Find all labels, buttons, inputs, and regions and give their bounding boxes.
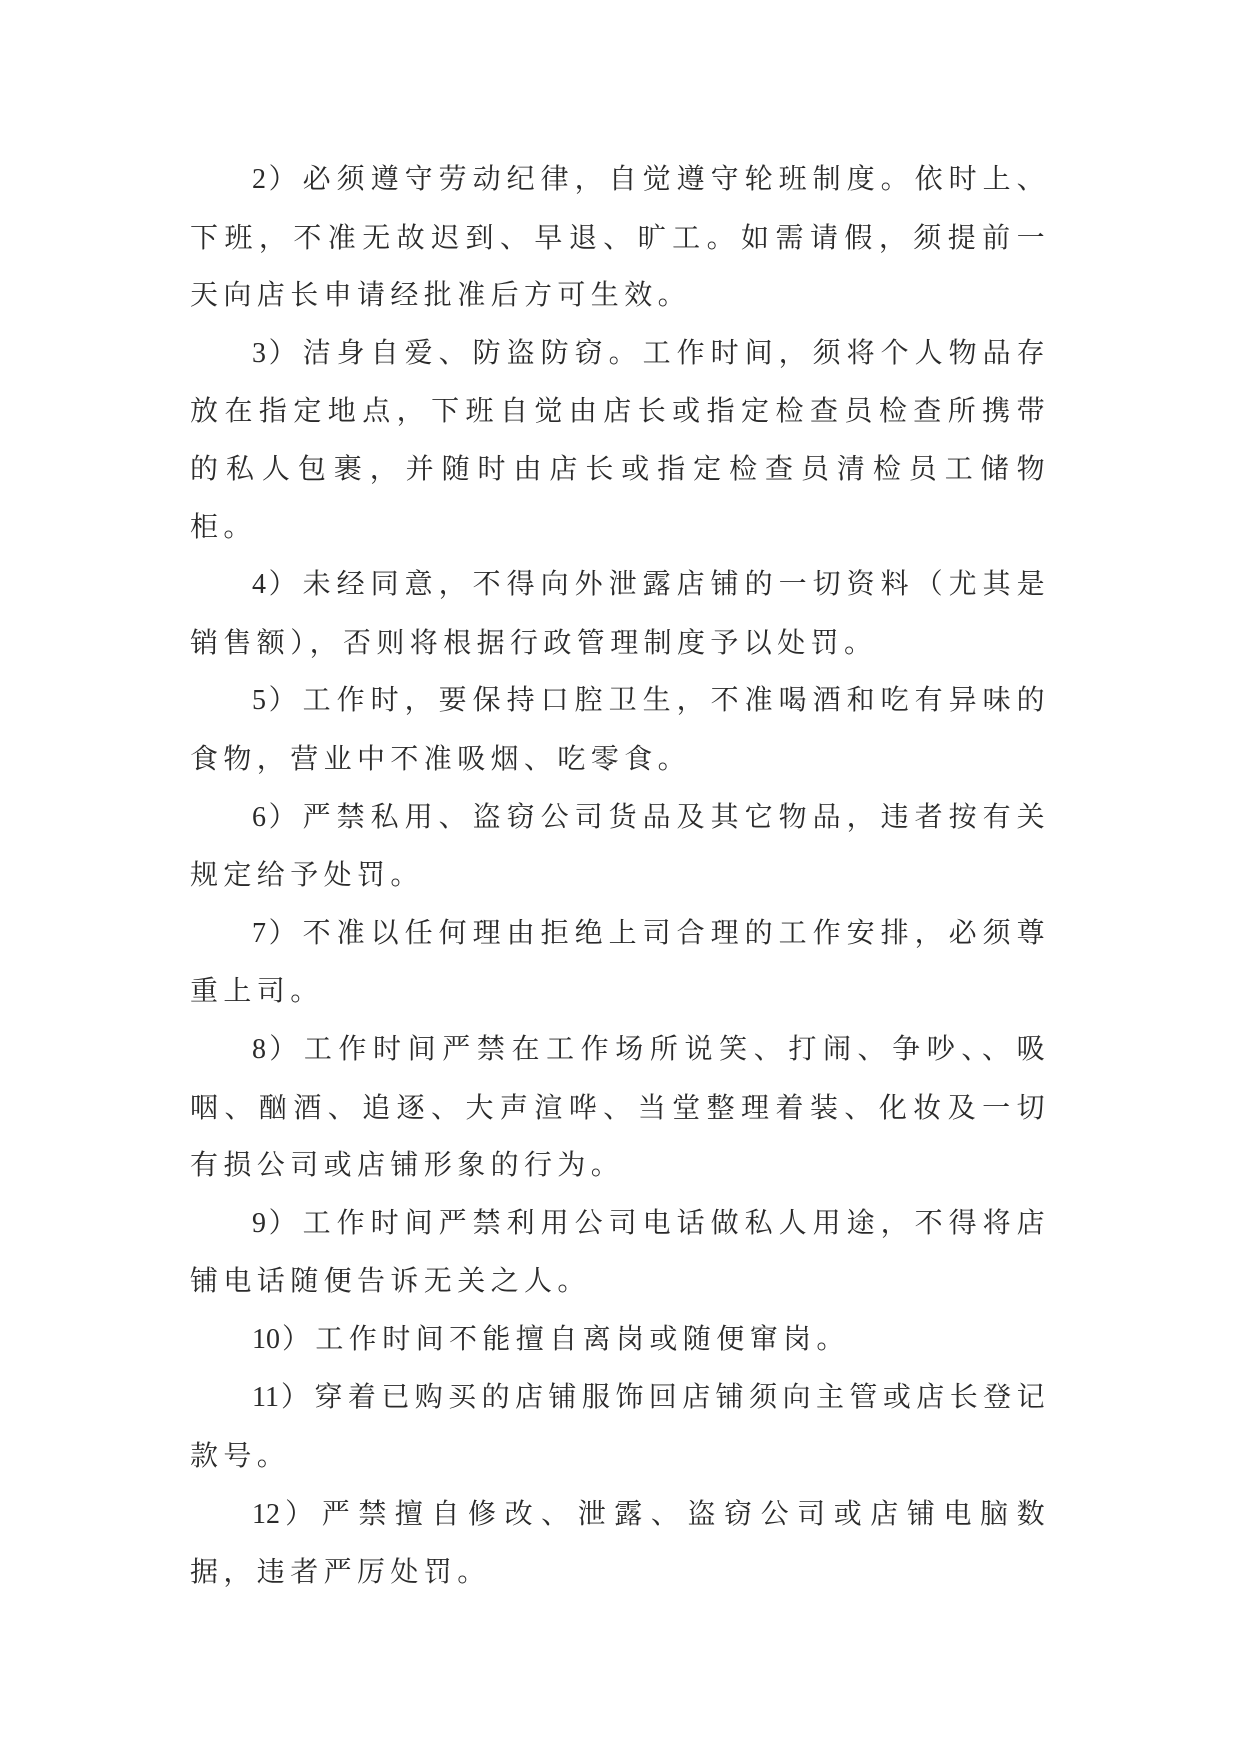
rule-paragraph-6 bbox=[190, 788, 1050, 904]
rule-number: 6 bbox=[252, 801, 266, 833]
document-body bbox=[190, 150, 1050, 1601]
rule-number: 8 bbox=[252, 1033, 266, 1065]
rule-text: ）穿着已购买的店铺服饰回店铺须向主管或店长登记款号。 bbox=[190, 1380, 1050, 1473]
rule-number: 5 bbox=[252, 685, 266, 717]
rule-paragraph-9 bbox=[190, 1194, 1050, 1310]
rule-text: ）工作时间严禁利用公司电话做私人用途，不得将店铺电话随便告诉无关之人。 bbox=[190, 1205, 1050, 1298]
rule-number: 9 bbox=[252, 1207, 266, 1239]
rule-paragraph-8 bbox=[190, 1020, 1050, 1194]
rule-text: ）严禁私用、盗窃公司货品及其它物品，违者按有关规定给予处罚。 bbox=[190, 799, 1050, 892]
rule-text: ）必须遵守劳动纪律，自觉遵守轮班制度。依时上、下班，不准无故迟到、早退、旷工。如需请假，须提前一天向店长申请经批准后方可生效。 bbox=[190, 162, 1050, 312]
rule-number: 4 bbox=[252, 569, 266, 601]
rule-number: 2 bbox=[252, 164, 266, 195]
rule-number: 3 bbox=[252, 337, 266, 369]
rule-paragraph-11 bbox=[190, 1368, 1050, 1484]
rule-paragraph-10 bbox=[190, 1310, 1050, 1369]
rule-number: 7 bbox=[252, 917, 266, 949]
rule-number: 11 bbox=[252, 1382, 279, 1414]
rule-paragraph-7 bbox=[190, 904, 1050, 1020]
rule-paragraph-5 bbox=[190, 671, 1050, 787]
rule-paragraph-4 bbox=[190, 555, 1050, 671]
rule-text: ）工作时，要保持口腔卫生，不准喝酒和吃有异味的食物，营业中不准吸烟、吃零食。 bbox=[190, 683, 1050, 775]
rule-number: 10 bbox=[252, 1323, 280, 1355]
rule-paragraph-12 bbox=[190, 1485, 1050, 1601]
rule-text: ）工作时间不能擅自离岗或随便窜岗。 bbox=[282, 1321, 850, 1355]
rule-text: ）不准以任何理由拒绝上司合理的工作安排，必须尊重上司。 bbox=[190, 915, 1050, 1008]
rule-paragraph-3 bbox=[190, 324, 1050, 555]
rule-text: ）洁身自爱、防盗防窃。工作时间，须将个人物品存放在指定地点，下班自觉由店长或指定检查员检查所携带的私人包裹，并随时由店长或指定检查员清检员工储物柜。 bbox=[190, 335, 1050, 543]
rule-text: ）严禁擅自修改、泄露、盗窃公司或店铺电脑数据，违者严厉处罚。 bbox=[190, 1496, 1050, 1589]
rule-text: ）未经同意，不得向外泄露店铺的一切资料（尤其是销售额），否则将根据行政管理制度予以处罚。 bbox=[190, 567, 1050, 659]
rule-number: 12 bbox=[252, 1498, 280, 1530]
rule-paragraph-2 bbox=[190, 150, 1050, 324]
rule-text: ）工作时间严禁在工作场所说笑、打闹、争吵、、吸咽、酗酒、追逐、大声渲哗、当堂整理着装、化妆及一切有损公司或店铺形象的行为。 bbox=[190, 1031, 1050, 1182]
